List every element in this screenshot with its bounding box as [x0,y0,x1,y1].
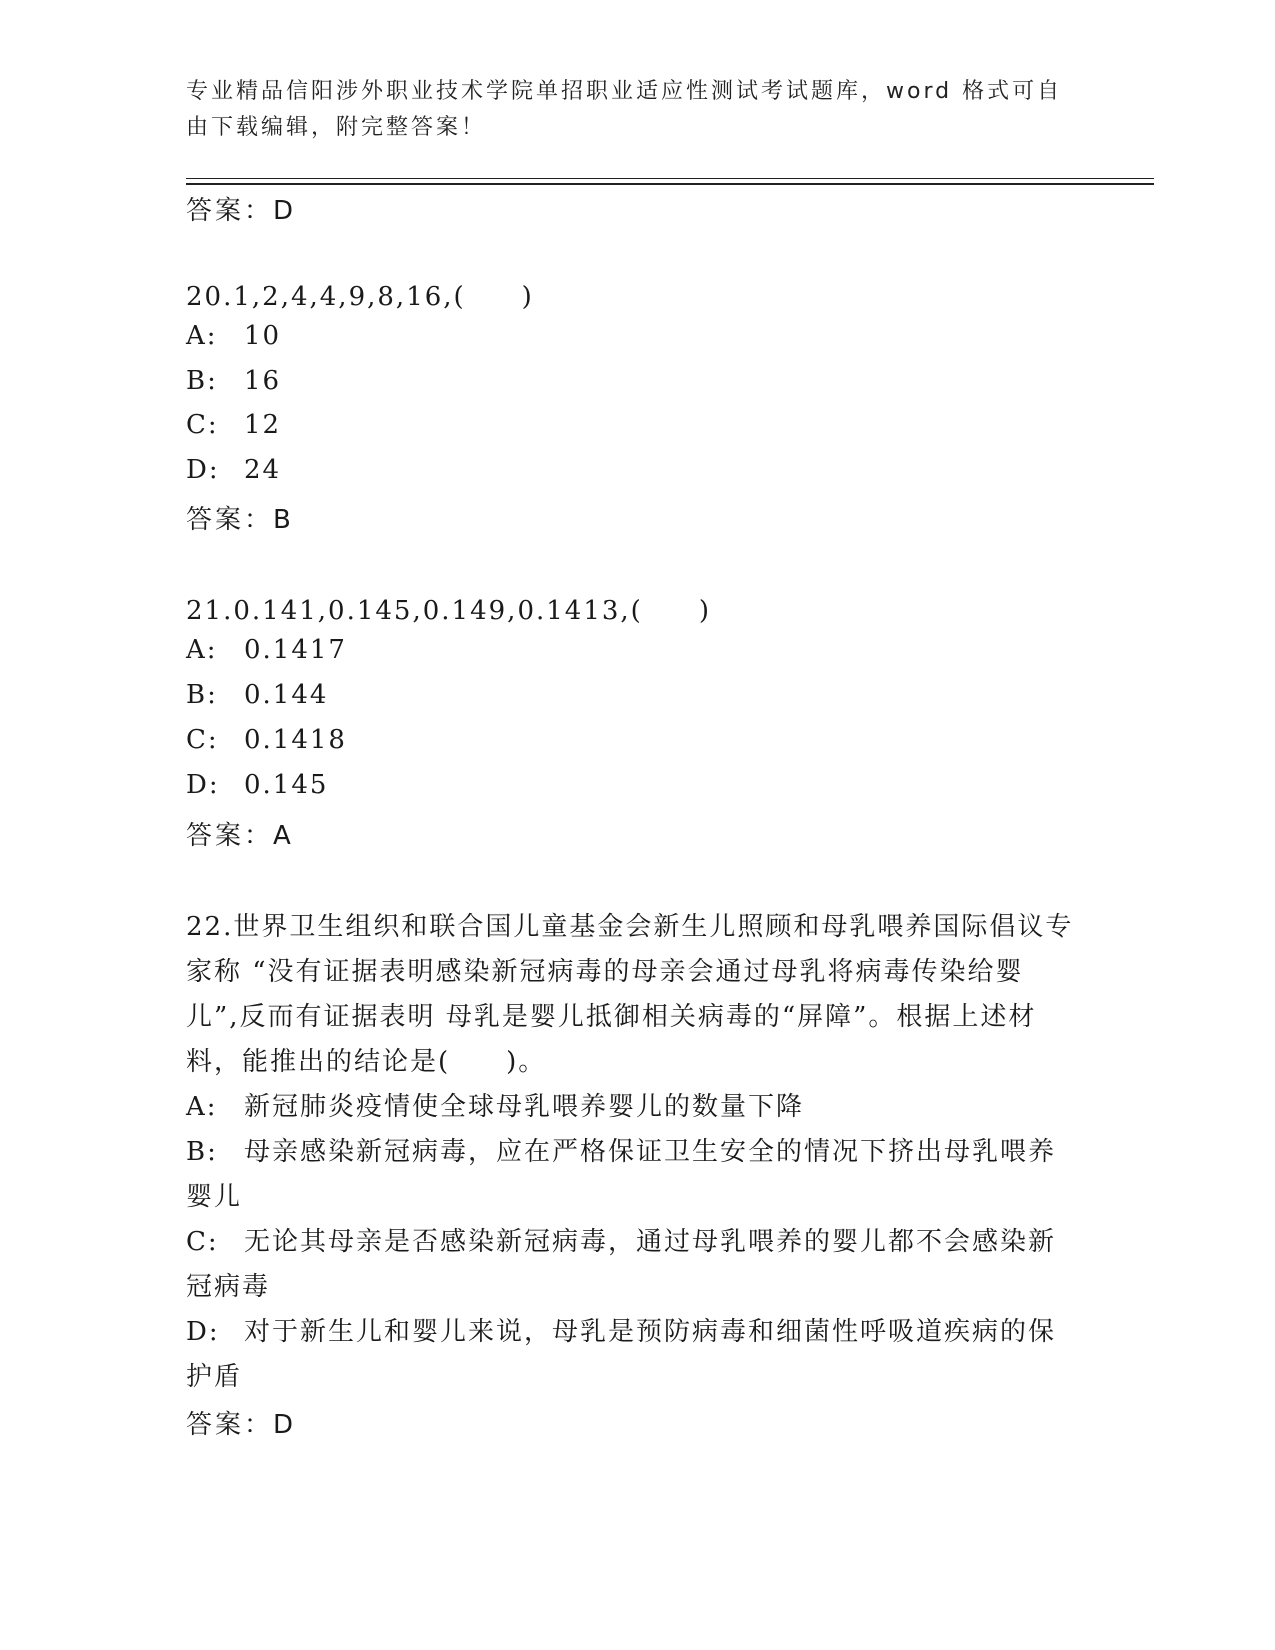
question-22-answer: 答案：D [186,1410,297,1440]
header-rule-thick [186,183,1154,185]
question-21-stem: 21.0.141,0.145,0.149,0.1413,( ) [186,596,711,626]
option-letter: C: [186,410,219,440]
option-letter: D: [186,770,220,800]
question-21-option-c [186,725,347,755]
option-letter: D: [186,455,220,485]
question-20-option-a [186,321,281,351]
header-rule-thin [186,178,1154,179]
question-22-option-b [186,1130,1066,1220]
question-22-stem: 22.世界卫生组织和联合国儿童基金会新生儿照顾和母乳喂养国际倡议专家称 “没有证据表明感染新冠病毒的母亲会通过母乳将病毒传染给婴儿”,反而有证据表明 母乳是婴儿抵御相关病毒的“屏障”。根据上述材料，能推出的结论是( )。 [186,912,1074,1077]
option-letter: D: [186,1317,220,1347]
option-letter: C: [186,1227,219,1257]
option-text: 10 [244,321,282,351]
question-22-option-c [186,1220,1066,1310]
question-21-answer: 答案：A [186,821,294,851]
option-letter: B: [186,680,218,710]
question-21-option-a [186,635,347,665]
option-letter: B: [186,1137,218,1167]
option-text: 12 [244,410,282,440]
option-text: 24 [244,455,282,485]
option-text: 0.1417 [244,635,347,665]
question-20-option-d [186,455,281,485]
option-text: 16 [244,366,282,396]
question-21-option-b [186,680,328,710]
question-22-option-d [186,1310,1066,1400]
page-header: 专业精品信阳涉外职业技术学院单招职业适应性测试考试题库，word 格式可自由下载编辑，附完整答案！ [186,79,1063,140]
question-20-answer: 答案：B [186,505,294,535]
question-20-option-b [186,366,281,396]
option-text: 对于新生儿和婴儿来说，母乳是预防病毒和细菌性呼吸道疾病的保护盾 [186,1317,1057,1392]
option-letter: C: [186,725,219,755]
previous-answer: 答案：D [186,196,297,226]
question-20-option-c [186,410,281,440]
option-text: 新冠肺炎疫情使全球母乳喂养婴儿的数量下降 [244,1092,805,1122]
option-letter: B: [186,366,218,396]
option-text: 0.1418 [244,725,347,755]
question-20-stem: 20.1,2,4,4,9,8,16,( ) [186,282,534,312]
option-text: 母亲感染新冠病毒，应在严格保证卫生安全的情况下挤出母乳喂养婴儿 [186,1137,1057,1212]
option-letter: A: [186,635,218,665]
option-text: 0.144 [244,680,329,710]
option-text: 0.145 [244,770,329,800]
question-22-option-a [186,1085,1066,1130]
option-letter: A: [186,321,218,351]
option-text: 无论其母亲是否感染新冠病毒，通过母乳喂养的婴儿都不会感染新冠病毒 [186,1227,1057,1302]
option-letter: A: [186,1092,218,1122]
question-21-option-d [186,770,328,800]
